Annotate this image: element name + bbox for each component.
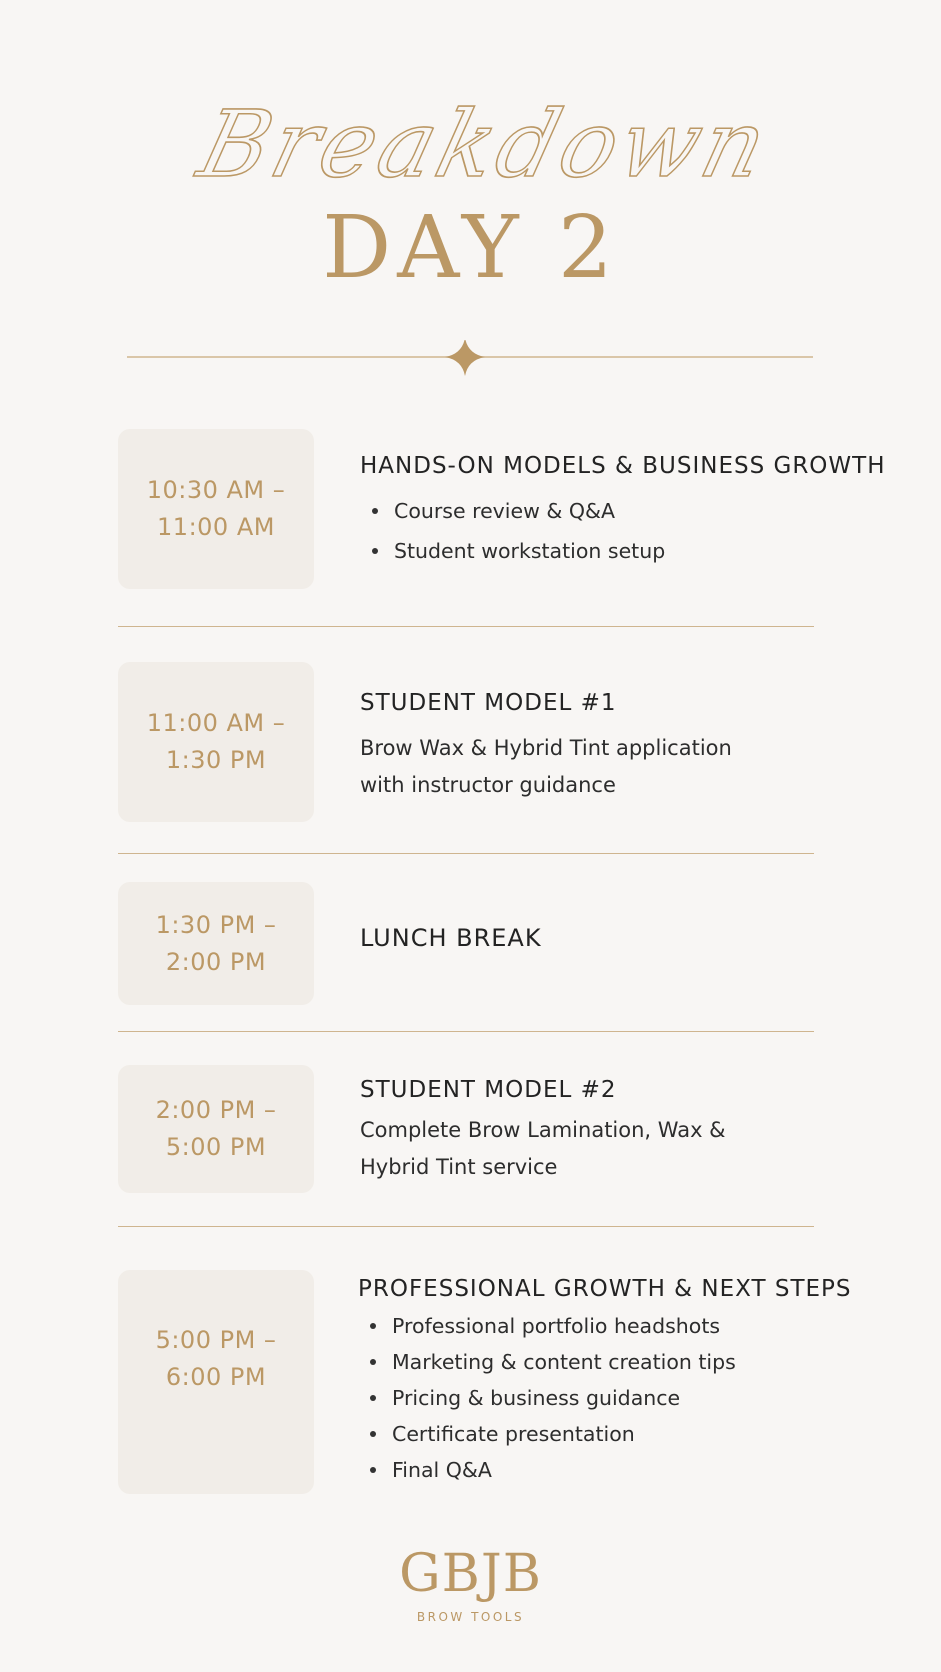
description-line: with instructor guidance	[360, 773, 616, 797]
list-item: Student workstation setup	[360, 531, 880, 571]
schedule-item-2	[118, 662, 818, 822]
time-end: 11:00 AM	[157, 513, 275, 541]
time-slot	[118, 1270, 314, 1494]
session-title: STUDENT MODEL #2	[360, 1077, 617, 1103]
session-details	[358, 1276, 878, 1488]
session-title: LUNCH BREAK	[360, 924, 542, 952]
section-divider	[118, 1031, 814, 1032]
time-end: 1:30 PM	[165, 746, 267, 774]
time-start: 2:00 PM –	[155, 1096, 277, 1124]
session-title: HANDS-ON MODELS & BUSINESS GROWTH	[360, 453, 886, 479]
time-slot	[118, 662, 314, 822]
session-title: STUDENT MODEL #1	[360, 690, 617, 716]
description-line: Brow Wax & Hybrid Tint application	[360, 736, 732, 760]
time-slot	[118, 429, 314, 589]
schedule-item-4	[118, 1065, 818, 1193]
page-title: DAY 2	[322, 198, 619, 298]
time-start: 10:30 AM –	[146, 476, 286, 504]
time-start: 5:00 PM –	[155, 1326, 277, 1354]
session-title: PROFESSIONAL GROWTH & NEXT STEPS	[358, 1276, 852, 1302]
section-divider	[118, 853, 814, 854]
session-details	[360, 924, 880, 952]
brand-logo: GBJB	[399, 1544, 542, 1604]
four-point-star-icon	[445, 340, 485, 376]
bullet-list	[358, 1308, 878, 1488]
list-item: Course review & Q&A	[360, 491, 880, 531]
header-divider	[125, 340, 815, 380]
list-item: Certificate presentation	[358, 1416, 878, 1452]
brand-tagline: BROW TOOLS	[416, 1610, 525, 1624]
time-end: 5:00 PM	[165, 1133, 267, 1161]
description-line: Complete Brow Lamination, Wax &	[360, 1118, 726, 1142]
script-title-text: Breakdown	[188, 91, 781, 199]
schedule-item-3	[118, 882, 818, 1005]
session-description	[360, 1112, 880, 1186]
script-title	[0, 72, 941, 202]
session-details	[360, 453, 886, 571]
schedule-item-1	[118, 429, 886, 589]
list-item: Pricing & business guidance	[358, 1380, 878, 1416]
description-line: Hybrid Tint service	[360, 1155, 558, 1179]
session-details	[360, 1077, 880, 1186]
time-start: 11:00 AM –	[146, 709, 286, 737]
schedule-item-5	[118, 1270, 852, 1494]
time-slot	[118, 1065, 314, 1193]
time-end: 6:00 PM	[165, 1363, 267, 1391]
list-item: Professional portfolio headshots	[358, 1308, 878, 1344]
time-start: 1:30 PM –	[155, 910, 277, 939]
time-slot	[118, 882, 314, 1005]
session-details	[360, 690, 880, 804]
section-divider	[118, 626, 814, 627]
session-description	[360, 730, 880, 804]
list-item: Marketing & content creation tips	[358, 1344, 878, 1380]
bullet-list	[360, 491, 880, 571]
time-end: 2:00 PM	[165, 947, 267, 976]
list-item: Final Q&A	[358, 1452, 878, 1488]
section-divider	[118, 1226, 814, 1227]
